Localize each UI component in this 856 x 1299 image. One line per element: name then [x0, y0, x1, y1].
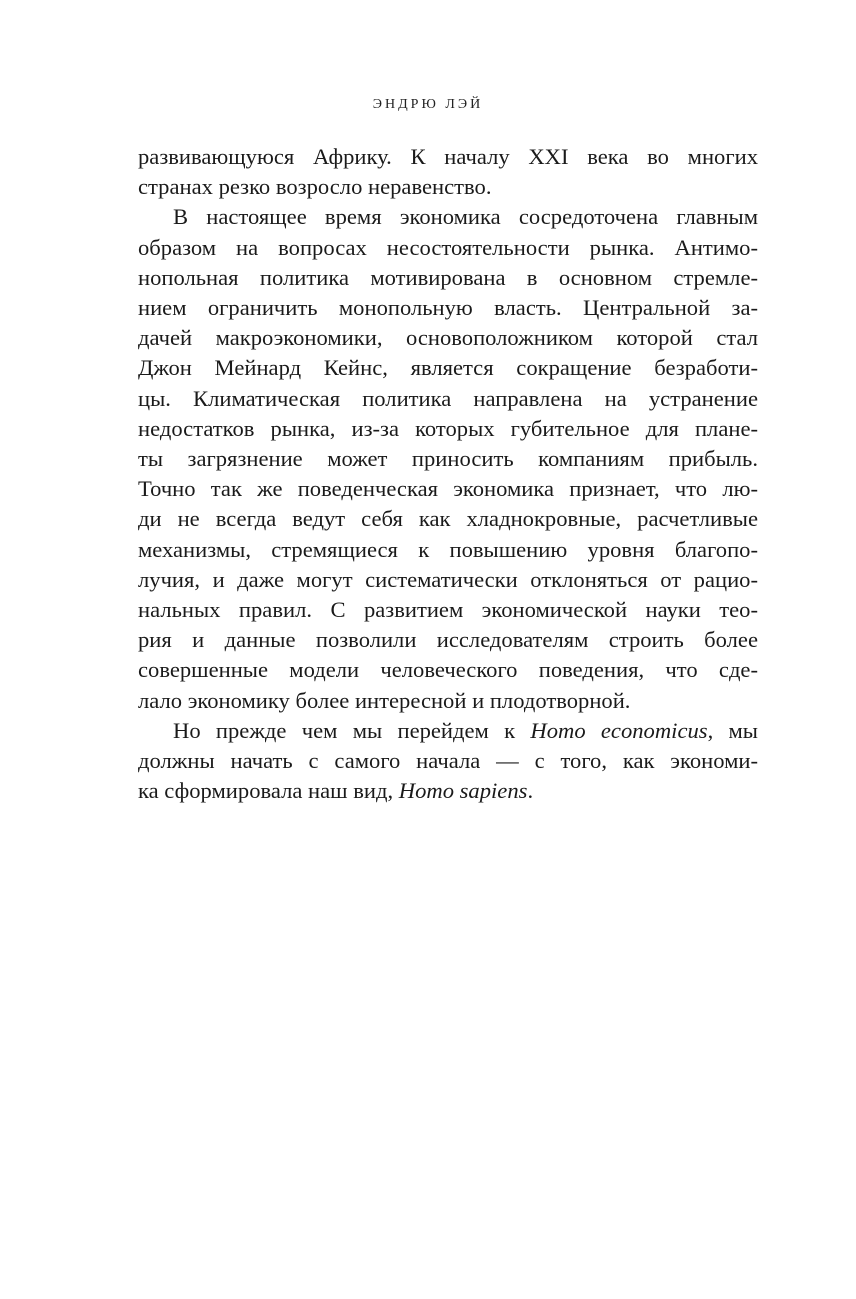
text-line: рия и данные позволили исследователям строить более: [138, 627, 758, 653]
text-line: развивающуюся Африку. К началу XXI века во многих: [138, 144, 758, 169]
text-line: образом на вопросах несостоятельности рынка. Антимо-: [138, 234, 758, 260]
text-line: цы. Климатическая политика направлена на устранение: [138, 385, 758, 411]
text-line: Точно так же поведенческая экономика признает, что лю-: [138, 476, 758, 502]
text-line: В настоящее время экономика сосредоточена главным: [173, 204, 758, 230]
text-line: механизмы, стремящиеся к повышению уровня благопо-: [138, 536, 758, 562]
body-text: [138, 142, 758, 806]
text-line: ты загрязнение может приносить компаниям прибыль.: [138, 446, 758, 472]
paragraph-2: [138, 202, 758, 715]
italic-term: Homo economicus: [530, 717, 708, 743]
text-line: должны начать с самого начала — с того, как экономи-: [138, 748, 758, 774]
text-line: нием ограничить монопольную власть. Центральной за-: [138, 295, 758, 321]
text-segment: Но прежде чем мы перейдем к: [173, 717, 531, 743]
text-line: нальных правил. С развитием экономической науки тео-: [138, 597, 758, 623]
text-line: недостатков рынка, из-за которых губительное для плане-: [138, 415, 758, 441]
text-segment: .: [527, 778, 534, 804]
paragraph-3: [138, 716, 758, 807]
text-line: [138, 776, 758, 806]
text-line: ди не всегда ведут себя как хладнокровные, расчетливые: [138, 506, 758, 532]
text-line: Джон Мейнард Кейнс, является сокращение безработи-: [138, 355, 758, 381]
text-line: дачей макроэкономики, основоположником которой стал: [138, 325, 758, 351]
running-head-author: ЭНДРЮ ЛЭЙ: [372, 97, 484, 112]
text-line: лало экономику более интересной и плодотворной.: [138, 687, 631, 713]
text-segment: , мы: [707, 717, 758, 743]
paragraph-1: [138, 142, 758, 202]
text-line: [138, 716, 758, 746]
italic-term: Homo sapiens: [398, 778, 528, 804]
text-line: совершенные модели человеческого поведения, что сде-: [138, 657, 758, 683]
text-segment: ка сформировала наш вид,: [138, 778, 399, 804]
text-line: лучия, и даже могут систематически отклоняться от рацио-: [138, 566, 758, 592]
text-line: странах резко возросло неравенство.: [138, 174, 492, 200]
text-line: нопольная политика мотивирована в основном стремле-: [138, 264, 758, 290]
